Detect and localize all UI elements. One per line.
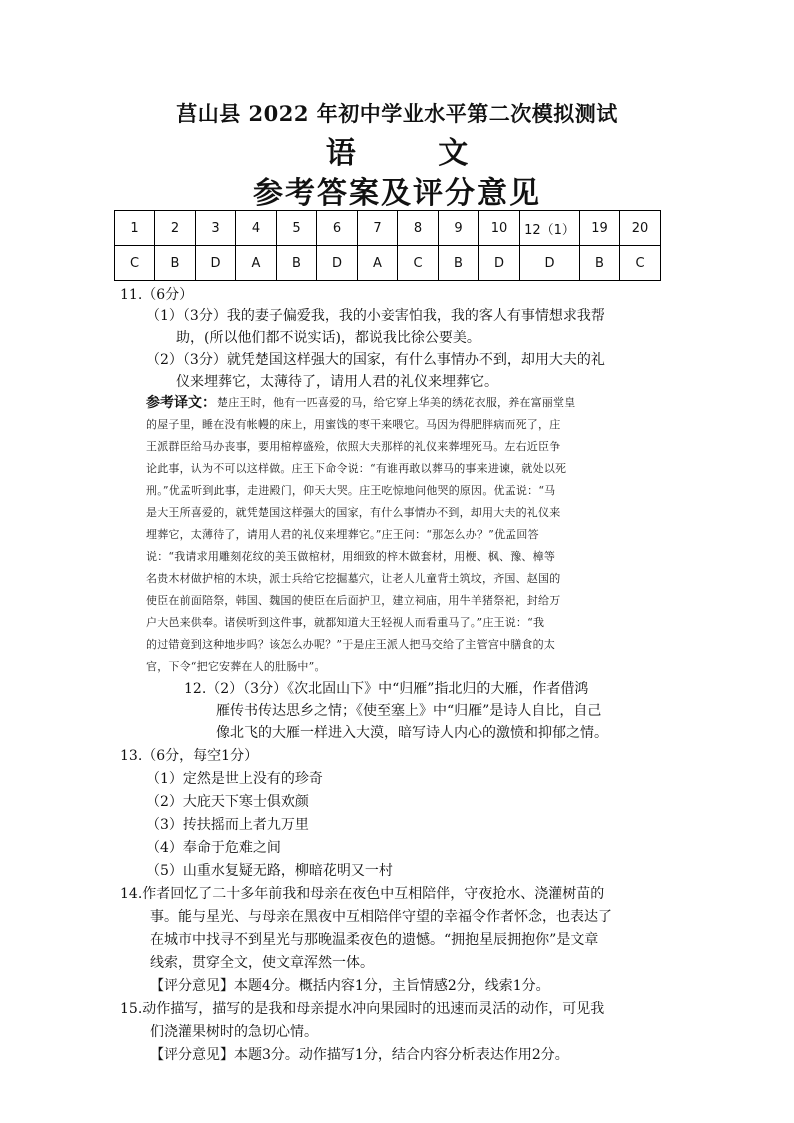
translation-line: 王派群臣给马办丧事，要用棺椁盛殓，依照大夫那样的礼仪来葬埋死马。左右近臣争 (146, 440, 561, 453)
q15-scoring-note: 【评分意见】本题3分。动作描写1分，结合内容分析表达作用2分。 (150, 1047, 569, 1063)
answer-cell: B (580, 246, 620, 281)
question-number-cell: 2 (155, 211, 196, 246)
translation-line: 的过错竟到这种地步吗？该怎么办呢？”于是庄王派人把马交给了主管宫中膳食的太 (146, 638, 556, 651)
answer-table (114, 210, 661, 281)
question-number-cell: 6 (317, 211, 358, 246)
question-number-cell: 1 (115, 211, 155, 246)
exam-title: 莒山县 2022 年初中学业水平第二次模拟测试 (176, 101, 618, 126)
q13-item: （2）大庇天下寒士俱欢颜 (146, 794, 309, 810)
answer-cell: B (277, 246, 317, 281)
q11-part2-line: 仪来埋葬它，太薄待了，请用人君的礼仪来埋葬它。 (176, 374, 498, 390)
q15-line: 们浇灌果树时的急切心情。 (150, 1024, 318, 1040)
subject-title: 语 文 (325, 136, 505, 171)
q13-item: （5）山重水复疑无路，柳暗花明又一村 (146, 863, 393, 879)
question-number-row (115, 211, 661, 246)
q13-item: （1）定然是世上没有的珍奇 (146, 771, 323, 787)
question-number-cell: 9 (439, 211, 479, 246)
q13-item: （3）抟扶摇而上者九万里 (146, 817, 309, 833)
q14-line: 事。能与星光、与母亲在黑夜中互相陪伴守望的幸福令作者怀念，也表达了 (150, 909, 612, 925)
translation-line: 是大王所喜爱的，就凭楚国这样强大的国家，有什么事情办不到，却用大夫的礼仪来 (146, 506, 561, 519)
answer-cell: D (317, 246, 358, 281)
answer-cell: D (196, 246, 236, 281)
q13-heading: 13.（6分，每空1分） (120, 748, 259, 764)
answer-row (115, 246, 661, 281)
q11-part1-line: 助，(所以他们都不说实话)，都说我比徐公要美。 (176, 330, 481, 346)
q15-line: 15.动作描写，描写的是我和母亲提水冲向果园时的迅速而灵活的动作，可见我 (120, 1001, 605, 1017)
question-number-cell: 20 (620, 211, 661, 246)
question-number-cell: 8 (398, 211, 439, 246)
translation-line: 的屋子里，睡在没有帐幔的床上，用蜜饯的枣干来喂它。马因为得肥胖病而死了，庄 (146, 418, 561, 431)
translation-line: 官，下令“把它安葬在人的肚肠中”。 (146, 660, 326, 673)
answer-cell: C (620, 246, 661, 281)
q11-heading: 11.（6分） (120, 287, 194, 303)
translation-line: 名贵木材做护棺的木块，派士兵给它挖掘墓穴，让老人儿童背土筑坟，齐国、赵国的 (146, 572, 561, 585)
answer-cell: A (358, 246, 398, 281)
answer-key-title: 参考答案及评分意见 (253, 176, 541, 211)
q14-line: 14.作者回忆了二十多年前我和母亲在夜色中互相陪伴，守夜抢水、浇灌树苗的 (120, 886, 605, 902)
translation-label: 参考译文： (146, 395, 216, 411)
q12-line: 12.（2）（3分）《次北固山下》中“归雁”指北归的大雁，作者借鸿 (184, 681, 589, 697)
answer-cell: A (236, 246, 277, 281)
q14-scoring-note: 【评分意见】本题4分。概括内容1分，主旨情感2分，线索1分。 (150, 978, 550, 994)
answer-cell: C (115, 246, 155, 281)
q11-part1-line: （1）（3分）我的妻子偏爱我，我的小妾害怕我，我的客人有事情想求我帮 (146, 308, 605, 324)
translation-line: 刑。”优孟听到此事，走进殿门，仰天大哭。庄王吃惊地问他哭的原因。优孟说：“马 (146, 484, 556, 497)
answer-cell: D (479, 246, 520, 281)
question-number-cell: 10 (479, 211, 520, 246)
q14-line: 线索，贯穿全文，使文章浑然一体。 (150, 955, 374, 971)
translation-line: 户大邑来供奉。诸侯听到这件事，就都知道大王轻视人而看重马了。”庄王说：“我 (146, 616, 545, 629)
question-number-cell: 19 (580, 211, 620, 246)
translation-line: 论此事，认为不可以这样做。庄王下命令说：“有谁再敢以葬马的事来进谏，就处以死 (146, 462, 567, 475)
q12-line: 雁传书传达思乡之情；《使至塞上》中“归雁”是诗人自比，自己 (216, 703, 602, 719)
answer-cell: D (520, 246, 580, 281)
answer-cell: C (398, 246, 439, 281)
question-number-cell: 4 (236, 211, 277, 246)
q12-line: 像北飞的大雁一样进入大漠，暗写诗人内心的激愤和抑郁之情。 (216, 725, 608, 741)
question-number-cell: 5 (277, 211, 317, 246)
question-number-cell: 3 (196, 211, 236, 246)
q11-part2-line: （2）（3分）就凭楚国这样强大的国家，有什么事情办不到，却用大夫的礼 (146, 352, 605, 368)
translation-line: 楚庄王时，他有一匹喜爱的马，给它穿上华美的绣花衣服，养在富丽堂皇 (217, 396, 576, 409)
question-number-cell: 7 (358, 211, 398, 246)
translation-line: 说：“我请求用雕刻花纹的美玉做棺材，用细致的梓木做套材，用楩、枫、豫、樟等 (146, 550, 556, 563)
q14-line: 在城市中找寻不到星光与那晚温柔夜色的遗憾。“拥抱星辰拥抱你”是文章 (150, 932, 599, 948)
q13-item: （4）奉命于危难之间 (146, 840, 281, 856)
answer-cell: B (439, 246, 479, 281)
translation-line: 使臣在前面陪祭，韩国、魏国的使臣在后面护卫，建立祠庙，用牛羊猪祭祀，封给万 (146, 594, 561, 607)
question-number-cell: 12（1） (520, 211, 580, 246)
answer-cell: B (155, 246, 196, 281)
translation-line: 埋葬它，太薄待了，请用人君的礼仪来埋葬它。”庄王问：“那怎么办？”优孟回答 (146, 528, 539, 541)
